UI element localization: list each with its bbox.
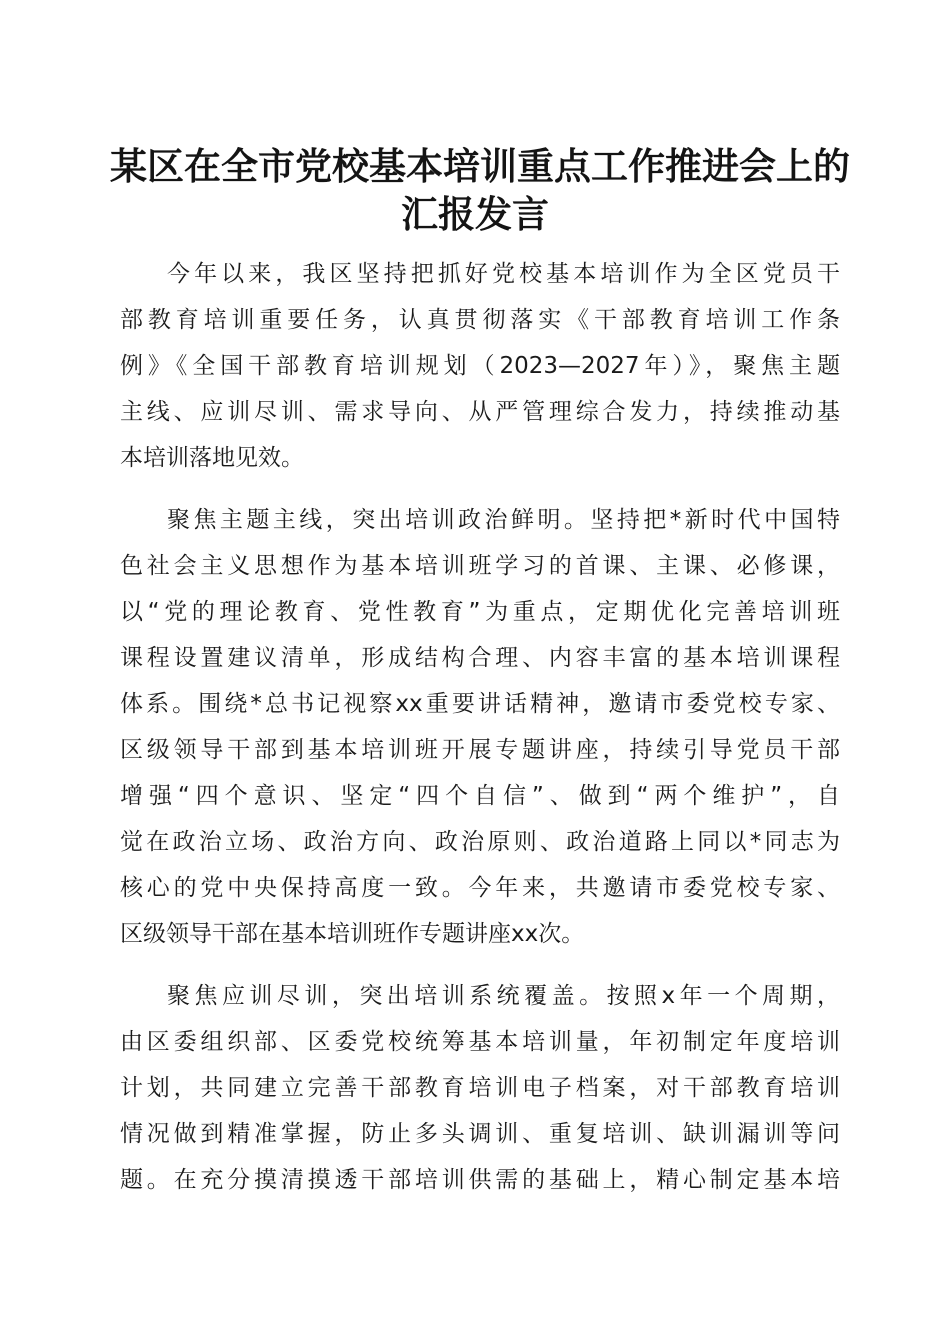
paragraph-line: 聚焦应训尽训，突出培训系统覆盖。按照x年一个周期， <box>167 983 840 1009</box>
paragraph-line: 觉在政治立场、政治方向、政治原则、政治道路上同以*同志为 <box>120 829 840 855</box>
paragraph-3 <box>120 973 840 1203</box>
paragraph-line: 课程设置建议清单，形成结构合理、内容丰富的基本培训课程 <box>120 645 840 671</box>
paragraph-line: 今年以来，我区坚持把抓好党校基本培训作为全区党员干 <box>167 261 840 287</box>
paragraph-line: 由区委组织部、区委党校统筹基本培训量，年初制定年度培训 <box>120 1029 840 1055</box>
paragraph-line: 区级领导干部到基本培训班开展专题讲座，持续引导党员干部 <box>120 737 840 763</box>
paragraph-line: 区级领导干部在基本培训班作专题讲座xx次。 <box>120 921 585 947</box>
paragraph-line: 例》《全国干部教育培训规划（2023—2027年）》，聚焦主题 <box>120 353 840 379</box>
paragraph-line: 题。在充分摸清摸透干部培训供需的基础上，精心制定基本培 <box>120 1167 840 1193</box>
paragraph-line: 色社会主义思想作为基本培训班学习的首课、主课、必修课， <box>120 553 840 579</box>
paragraph-line: 计划，共同建立完善干部教育培训电子档案，对干部教育培训 <box>120 1075 840 1101</box>
document-title-line-1: 某区在全市党校基本培训重点工作推进会上的 <box>110 144 850 188</box>
paragraph-line: 以“党的理论教育、党性教育”为重点，定期优化完善培训班 <box>120 599 840 625</box>
paragraph-line: 聚焦主题主线，突出培训政治鲜明。坚持把*新时代中国特 <box>167 507 840 533</box>
paragraph-2 <box>120 497 840 957</box>
paragraph-line: 情况做到精准掌握，防止多头调训、重复培训、缺训漏训等问 <box>120 1121 840 1147</box>
paragraph-1 <box>120 251 840 481</box>
paragraph-line: 增强“四个意识、坚定“四个自信”、做到“两个维护”，自 <box>120 783 840 809</box>
paragraph-line: 本培训落地见效。 <box>120 445 304 471</box>
paragraph-line: 主线、应训尽训、需求导向、从严管理综合发力，持续推动基 <box>120 399 840 425</box>
paragraph-line: 体系。围绕*总书记视察xx重要讲话精神，邀请市委党校专家、 <box>120 691 840 717</box>
document-title-line-2: 汇报发言 <box>401 192 549 236</box>
paragraph-line: 核心的党中央保持高度一致。今年来，共邀请市委党校专家、 <box>120 875 840 901</box>
document-body <box>120 251 840 1203</box>
paragraph-line: 部教育培训重要任务，认真贯彻落实《干部教育培训工作条 <box>120 307 840 333</box>
